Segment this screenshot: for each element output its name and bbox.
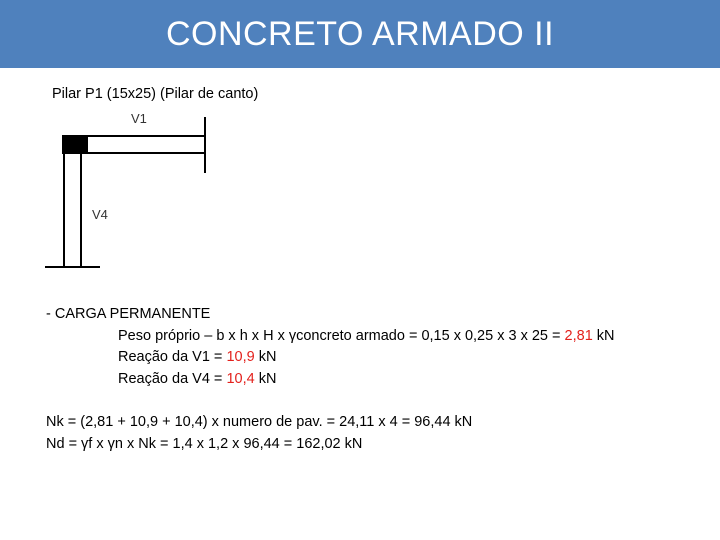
column-beam-diagram: [40, 105, 230, 275]
reaction-v4-unit: kN: [254, 370, 277, 387]
nk-result: Nk = (2,81 + 10,9 + 10,4) x numero de pav. = 24,11 x 4 = 96,44 kN: [46, 414, 473, 430]
self-weight-value: 2,81: [564, 327, 593, 344]
reaction-v4-line: [46, 369, 706, 391]
self-weight-unit: kN: [592, 327, 615, 344]
reaction-v1-unit: kN: [254, 349, 277, 365]
page-title: CONCRETO ARMADO II: [165, 14, 555, 53]
section-heading: - CARGA PERMANENTE: [46, 306, 211, 322]
title-bar: [0, 0, 720, 68]
beam-v4-label: V4: [92, 207, 108, 222]
reaction-v1-value: 10,9: [226, 349, 255, 365]
calculation-block: [46, 304, 706, 455]
beam-v1-label: V1: [131, 111, 147, 126]
reaction-v4-label: Reação da V4 =: [118, 370, 227, 387]
reaction-v1-line: [46, 347, 706, 369]
nd-result: Nd = γf x γn x Nk = 1,4 x 1,2 x 96,44 = 162,02 kN: [46, 435, 363, 452]
self-weight-formula: Peso próprio – b x h x H x γconcreto armado = 0,15 x 0,25 x 3 x 25 =: [118, 327, 565, 344]
self-weight-line: [46, 326, 706, 348]
reaction-v1-label: Reação da V1 =: [118, 349, 227, 365]
reaction-v4-value: 10,4: [226, 370, 255, 387]
column-p1: [62, 136, 88, 153]
column-subtitle: Pilar P1 (15x25) (Pilar de canto): [52, 86, 259, 102]
spacer: [46, 390, 706, 412]
